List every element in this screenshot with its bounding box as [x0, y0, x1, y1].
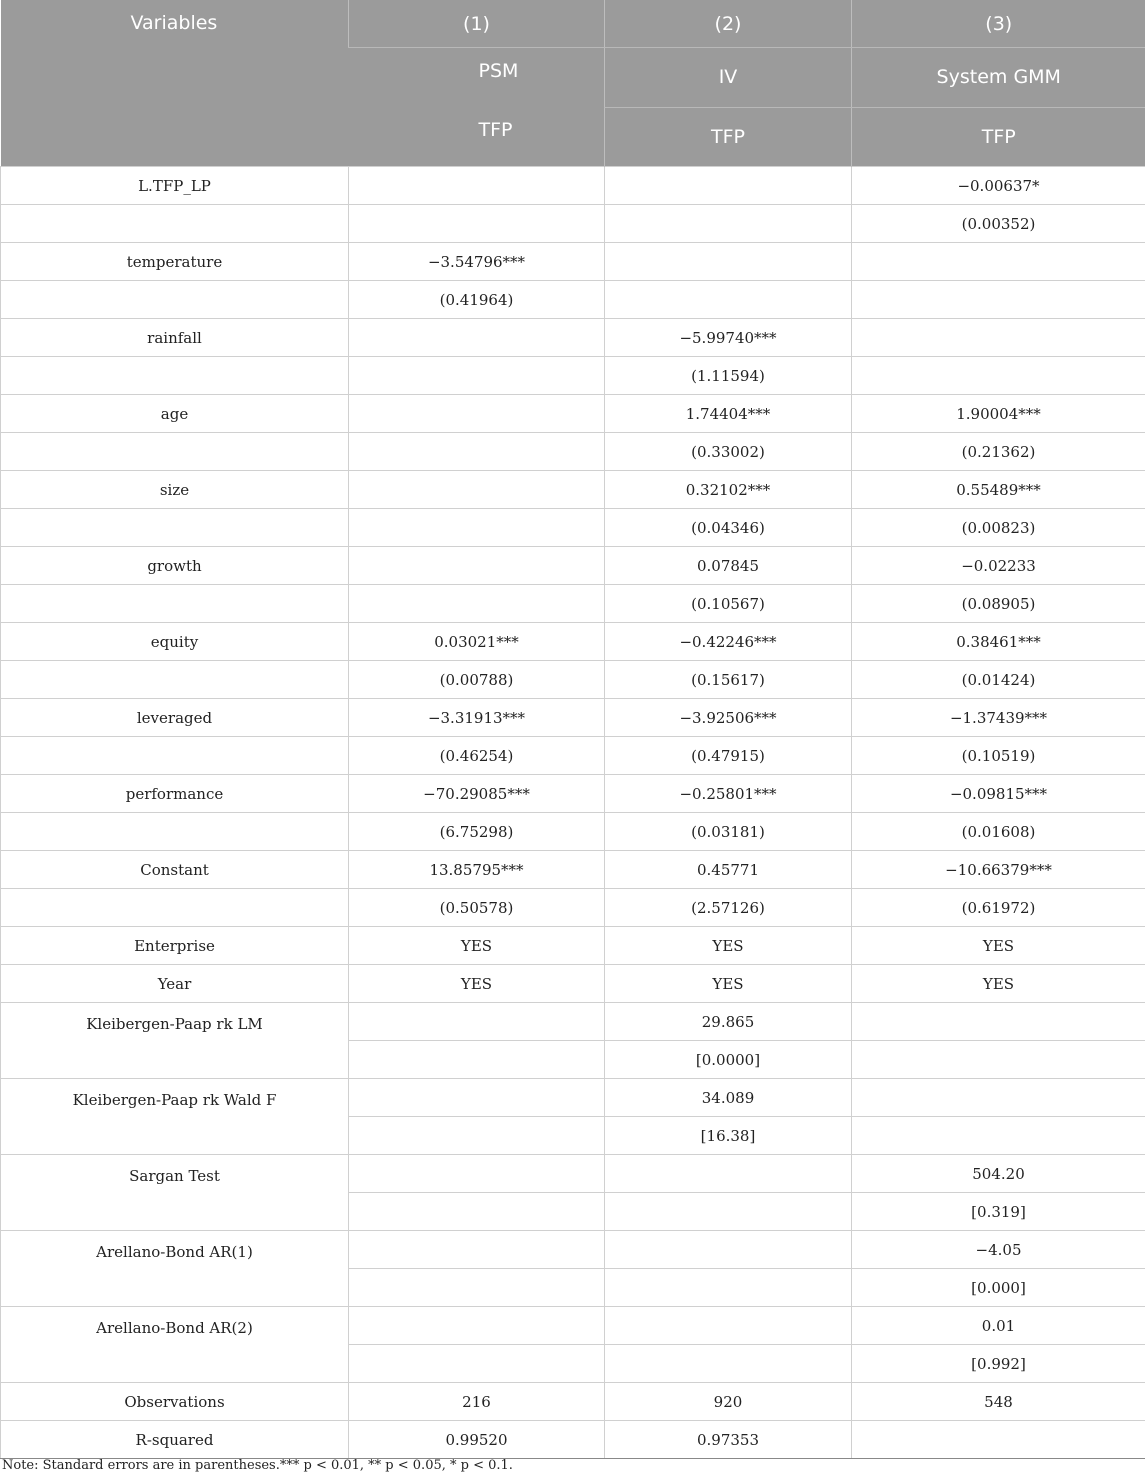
test-stat-cell: [349, 1155, 605, 1193]
test-stat-row: [1, 1155, 1145, 1193]
summary-cell: 216: [349, 1383, 605, 1421]
fixed-effect-cell: YES: [349, 927, 605, 965]
standard-error-cell: [349, 357, 605, 395]
coefficient-row: [1, 699, 1145, 737]
fixed-effect-cell: YES: [605, 927, 852, 965]
test-stat-cell: [605, 1231, 852, 1269]
standard-error-cell: [852, 357, 1145, 395]
coefficient-cell: [852, 319, 1145, 357]
test-p-cell: [16.38]: [605, 1117, 852, 1155]
test-stat-cell: [349, 1307, 605, 1345]
standard-error-cell: [605, 205, 852, 243]
standard-error-cell: (0.00352): [852, 205, 1145, 243]
standard-error-row: [1, 661, 1145, 699]
variable-label: equity: [1, 623, 349, 661]
standard-error-cell: (0.21362): [852, 433, 1145, 471]
standard-error-cell: (0.33002): [605, 433, 852, 471]
column-dependent-1: TFP: [349, 107, 605, 167]
test-label: Kleibergen-Paap rk Wald F: [1, 1079, 349, 1155]
column-number-3: (3): [852, 0, 1145, 48]
coefficient-row: [1, 547, 1145, 585]
standard-error-cell: [852, 281, 1145, 319]
variable-label: performance: [1, 775, 349, 813]
coefficient-row: [1, 471, 1145, 509]
standard-error-cell: (0.10567): [605, 585, 852, 623]
coefficient-cell: 1.90004***: [852, 395, 1145, 433]
variable-label: size: [1, 471, 349, 509]
test-label: Kleibergen-Paap rk LM: [1, 1003, 349, 1079]
test-stat-row: [1, 1003, 1145, 1041]
coefficient-cell: [349, 471, 605, 509]
test-stat-cell: −4.05: [852, 1231, 1145, 1269]
coefficient-cell: 0.55489***: [852, 471, 1145, 509]
coefficient-row: [1, 319, 1145, 357]
standard-error-cell: [349, 433, 605, 471]
test-stat-cell: 34.089: [605, 1079, 852, 1117]
empty-label-cell: [1, 357, 349, 395]
coefficient-cell: 0.07845: [605, 547, 852, 585]
test-stat-cell: 0.01: [852, 1307, 1145, 1345]
standard-error-row: [1, 813, 1145, 851]
test-stat-row: [1, 1231, 1145, 1269]
summary-label: R-squared: [1, 1421, 349, 1459]
summary-label: Observations: [1, 1383, 349, 1421]
empty-label-cell: [1, 661, 349, 699]
column-dependent-2: TFP: [605, 107, 852, 167]
fixed-effect-cell: YES: [852, 927, 1145, 965]
variable-label: rainfall: [1, 319, 349, 357]
summary-cell: 920: [605, 1383, 852, 1421]
standard-error-row: [1, 205, 1145, 243]
coefficient-cell: −0.42246***: [605, 623, 852, 661]
coefficient-row: [1, 167, 1145, 205]
test-stat-cell: [852, 1079, 1145, 1117]
fixed-effect-row: [1, 927, 1145, 965]
test-label: Arellano-Bond AR(1): [1, 1231, 349, 1307]
standard-error-cell: (0.10519): [852, 737, 1145, 775]
empty-label-cell: [1, 889, 349, 927]
test-stat-row: [1, 1079, 1145, 1117]
empty-label-cell: [1, 509, 349, 547]
test-p-cell: [852, 1117, 1145, 1155]
coefficient-cell: −0.00637*: [852, 167, 1145, 205]
coefficient-cell: [605, 243, 852, 281]
standard-error-row: [1, 585, 1145, 623]
summary-cell: [852, 1421, 1145, 1459]
standard-error-cell: (2.57126): [605, 889, 852, 927]
test-p-cell: [605, 1345, 852, 1383]
test-p-cell: [605, 1193, 852, 1231]
standard-error-row: [1, 509, 1145, 547]
standard-error-cell: (0.01424): [852, 661, 1145, 699]
fixed-effect-label: Year: [1, 965, 349, 1003]
standard-error-cell: (0.00823): [852, 509, 1145, 547]
column-dependent-3: TFP: [852, 107, 1145, 167]
fixed-effect-cell: YES: [852, 965, 1145, 1003]
coefficient-cell: 0.45771: [605, 851, 852, 889]
standard-error-cell: (0.47915): [605, 737, 852, 775]
coefficient-cell: [605, 167, 852, 205]
column-number-1: (1): [349, 0, 605, 48]
standard-error-cell: (0.41964): [349, 281, 605, 319]
column-number-2: (2): [605, 0, 852, 48]
standard-error-cell: [605, 281, 852, 319]
empty-label-cell: [1, 281, 349, 319]
standard-error-cell: [349, 585, 605, 623]
test-stat-cell: [349, 1231, 605, 1269]
coefficient-cell: 0.32102***: [605, 471, 852, 509]
standard-error-row: [1, 357, 1145, 395]
test-p-cell: [349, 1117, 605, 1155]
coefficient-cell: −3.31913***: [349, 699, 605, 737]
test-p-cell: [349, 1193, 605, 1231]
standard-error-cell: (0.04346): [605, 509, 852, 547]
test-p-cell: [349, 1345, 605, 1383]
column-method-1: PSM: [349, 48, 605, 108]
empty-label-cell: [1, 205, 349, 243]
test-stat-cell: [349, 1079, 605, 1117]
coefficient-cell: [349, 547, 605, 585]
test-p-cell: [0.992]: [852, 1345, 1145, 1383]
standard-error-row: [1, 737, 1145, 775]
test-p-cell: [605, 1269, 852, 1307]
table-header: [1, 0, 1145, 167]
standard-error-cell: [349, 205, 605, 243]
test-stat-cell: [605, 1307, 852, 1345]
column-method-2: IV: [605, 48, 852, 108]
test-stat-cell: 29.865: [605, 1003, 852, 1041]
coefficient-row: [1, 851, 1145, 889]
standard-error-cell: (0.03181): [605, 813, 852, 851]
coefficient-cell: −0.09815***: [852, 775, 1145, 813]
variable-label: Constant: [1, 851, 349, 889]
coefficient-cell: −0.02233: [852, 547, 1145, 585]
standard-error-cell: (0.00788): [349, 661, 605, 699]
standard-error-row: [1, 281, 1145, 319]
standard-error-cell: (1.11594): [605, 357, 852, 395]
coefficient-cell: −0.25801***: [605, 775, 852, 813]
coefficient-cell: −10.66379***: [852, 851, 1145, 889]
fixed-effect-label: Enterprise: [1, 927, 349, 965]
coefficient-cell: −3.92506***: [605, 699, 852, 737]
coefficient-cell: [852, 243, 1145, 281]
table-body: [1, 167, 1145, 1459]
variable-label: temperature: [1, 243, 349, 281]
coefficient-cell: [349, 319, 605, 357]
table-note: Note: Standard errors are in parentheses.*** p < 0.01, ** p < 0.05, * p < 0.1.: [2, 1458, 513, 1473]
test-p-cell: [852, 1041, 1145, 1079]
test-stat-cell: [852, 1003, 1145, 1041]
test-stat-cell: [349, 1003, 605, 1041]
coefficient-row: [1, 243, 1145, 281]
coefficient-cell: [349, 395, 605, 433]
header-row-column-numbers: [1, 0, 1145, 48]
test-stat-cell: 504.20: [852, 1155, 1145, 1193]
empty-label-cell: [1, 737, 349, 775]
coefficient-row: [1, 775, 1145, 813]
standard-error-cell: (0.15617): [605, 661, 852, 699]
summary-row: [1, 1383, 1145, 1421]
fixed-effect-cell: YES: [605, 965, 852, 1003]
standard-error-cell: (0.08905): [852, 585, 1145, 623]
empty-label-cell: [1, 585, 349, 623]
standard-error-cell: (0.50578): [349, 889, 605, 927]
coefficient-row: [1, 395, 1145, 433]
test-p-cell: [0.000]: [852, 1269, 1145, 1307]
coefficient-cell: −1.37439***: [852, 699, 1145, 737]
coefficient-cell: 1.74404***: [605, 395, 852, 433]
standard-error-row: [1, 433, 1145, 471]
test-stat-cell: [605, 1155, 852, 1193]
coefficient-cell: [349, 167, 605, 205]
test-p-cell: [0.0000]: [605, 1041, 852, 1079]
variable-label: growth: [1, 547, 349, 585]
coefficient-cell: 0.38461***: [852, 623, 1145, 661]
standard-error-cell: (0.46254): [349, 737, 605, 775]
variable-label: leveraged: [1, 699, 349, 737]
test-p-cell: [0.319]: [852, 1193, 1145, 1231]
summary-cell: 0.99520: [349, 1421, 605, 1459]
variable-label: age: [1, 395, 349, 433]
test-stat-row: [1, 1307, 1145, 1345]
variable-label: L.TFP_LP: [1, 167, 349, 205]
standard-error-cell: (0.61972): [852, 889, 1145, 927]
fixed-effect-row: [1, 965, 1145, 1003]
summary-row: [1, 1421, 1145, 1459]
coefficient-cell: 0.03021***: [349, 623, 605, 661]
standard-error-cell: (6.75298): [349, 813, 605, 851]
standard-error-cell: [349, 509, 605, 547]
column-method-3: System GMM: [852, 48, 1145, 108]
empty-label-cell: [1, 813, 349, 851]
test-p-cell: [349, 1041, 605, 1079]
test-label: Arellano-Bond AR(2): [1, 1307, 349, 1383]
standard-error-row: [1, 889, 1145, 927]
test-p-cell: [349, 1269, 605, 1307]
summary-cell: 0.97353: [605, 1421, 852, 1459]
coefficient-cell: 13.85795***: [349, 851, 605, 889]
coefficient-cell: −3.54796***: [349, 243, 605, 281]
standard-error-cell: (0.01608): [852, 813, 1145, 851]
variables-header: Variables: [1, 0, 349, 167]
fixed-effect-cell: YES: [349, 965, 605, 1003]
summary-cell: 548: [852, 1383, 1145, 1421]
test-label: Sargan Test: [1, 1155, 349, 1231]
coefficient-cell: −5.99740***: [605, 319, 852, 357]
empty-label-cell: [1, 433, 349, 471]
coefficient-cell: −70.29085***: [349, 775, 605, 813]
coefficient-row: [1, 623, 1145, 661]
